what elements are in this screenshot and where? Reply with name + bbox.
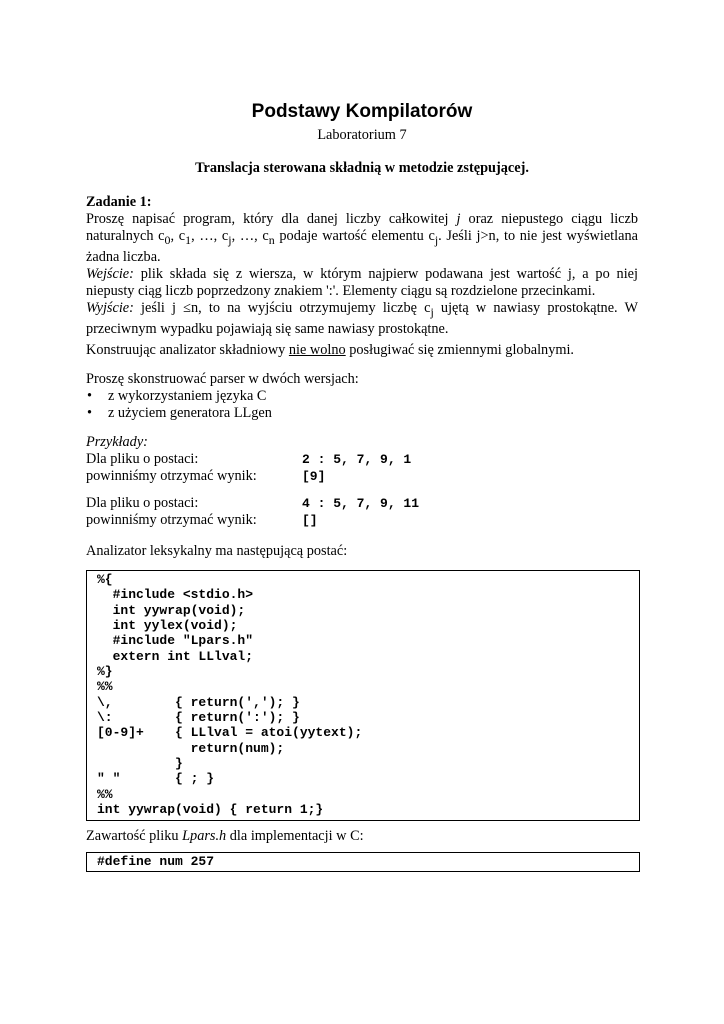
code-line: " " { ; } [97,771,215,787]
code-line: } [97,756,183,772]
desc-variable-j: j [456,211,461,227]
bullet-icon: • [87,405,93,421]
code-line: \, { return(','); } [97,694,300,710]
parser-versions-list [86,388,638,422]
result-label: powinniśmy otrzymać wynik: [86,512,257,528]
example-2-input: 4 : 5, 7, 9, 11 [302,496,420,511]
page-title: Podstawy Kompilatorów [251,101,473,122]
code-line: int yylex(void); [97,618,238,634]
subscript: j [430,304,434,319]
desc-text: podaje wartość elementu c [274,228,435,244]
global-variables-note [86,342,638,359]
code-line: int yywrap(void); [97,602,246,618]
example-1-output: [9] [302,469,326,484]
code-line: #include <stdio.h> [97,587,254,603]
note-emphasis: nie wolno [288,342,346,358]
output-label: Wyjście: [86,299,134,316]
code-line: %% [97,786,113,802]
code-line: %{ [97,572,113,587]
parser-intro: Proszę skonstruować parser w dwóch wersjach: [86,371,359,387]
code-line: \: { return(':'); } [97,710,300,726]
examples-section [86,434,638,529]
bullet-icon: • [87,388,93,404]
code-line: #include "Lpars.h" [97,633,254,649]
subscript: j [228,232,232,247]
code-line: [0-9]+ { LLlval = atoi(yytext); [97,725,363,741]
lpars-text: Zawartość pliku [86,828,183,844]
example-2-output-row [86,512,638,529]
code-line: extern int LLlval; [97,648,254,664]
lexer-code-box [86,570,640,821]
lab-topic: Translacja sterowana składnią w metodzie zstępującej. [195,160,529,176]
subscript: j [434,232,439,247]
example-2-output: [] [302,513,318,528]
code-line: %% [97,679,113,695]
note-text: posługiwać się zmiennymi globalnymi. [345,342,575,358]
result-label: powinniśmy otrzymać wynik: [86,468,257,484]
note-text: Konstruując analizator składniowy [86,342,289,358]
page-subtitle: Laboratorium 7 [317,127,407,143]
code-line: #define num 257 [97,854,215,869]
output-text: ujętą w nawiasy prostokątne. W przeciwnym wypadku pojawiają się same nawiasy prostokątne. [86,299,638,337]
task-heading: Zadanie 1: [86,194,152,210]
input-text: plik składa się z wiersza, w którym najpierw podawana jest wartość j, a po niej niepusty ciąg liczb poprzedzony znakiem ':'. Elementy ciągu są rozdzielone przecinkami. [86,265,638,299]
list-item-text: z użyciem generatora LLgen [108,405,272,421]
input-paragraph [86,266,638,300]
subscript: n [268,232,275,247]
list-item [86,388,638,405]
task-description [86,211,638,338]
code-line: return(num); [97,740,285,756]
task-paragraph [86,211,638,266]
code-line: %} [97,664,113,680]
subscript: 0 [164,232,171,247]
output-paragraph [86,300,638,338]
example-1-output-row [86,468,638,485]
list-item [86,405,638,422]
lexer-intro: Analizator leksykalny ma następującą postać: [86,543,348,559]
list-item-text: z wykorzystaniem języka C [108,388,267,404]
example-2-input-row [86,495,638,512]
example-1-input-row [86,451,638,468]
lpars-filename: Lpars.h [182,828,227,844]
lpars-text: dla implementacji w C: [226,828,364,844]
example-1-input: 2 : 5, 7, 9, 1 [302,452,412,467]
code-line: int yywrap(void) { return 1;} [97,802,324,818]
file-label: Dla pliku o postaci: [86,495,199,511]
desc-text: , …, c [231,228,269,244]
lpars-intro [86,828,638,845]
file-label: Dla pliku o postaci: [86,451,199,467]
desc-text: Proszę napisać program, który dla danej liczby całkowitej [86,211,457,227]
lpars-code-box [86,852,640,872]
desc-text: , …, c [191,228,229,244]
input-label: Wejście: [86,265,134,282]
subscript: 1 [185,232,192,247]
output-text: jeśli j ≤n, to na wyjściu otrzymujemy liczbę c [133,299,431,316]
desc-text: . Jeśli j>n, to nie jest wyświetlana żadna liczba. [86,228,638,265]
desc-text: oraz niepustego ciągu liczb naturalnych c [86,211,639,244]
desc-text: , c [170,228,186,244]
examples-heading: Przykłady: [86,434,148,450]
